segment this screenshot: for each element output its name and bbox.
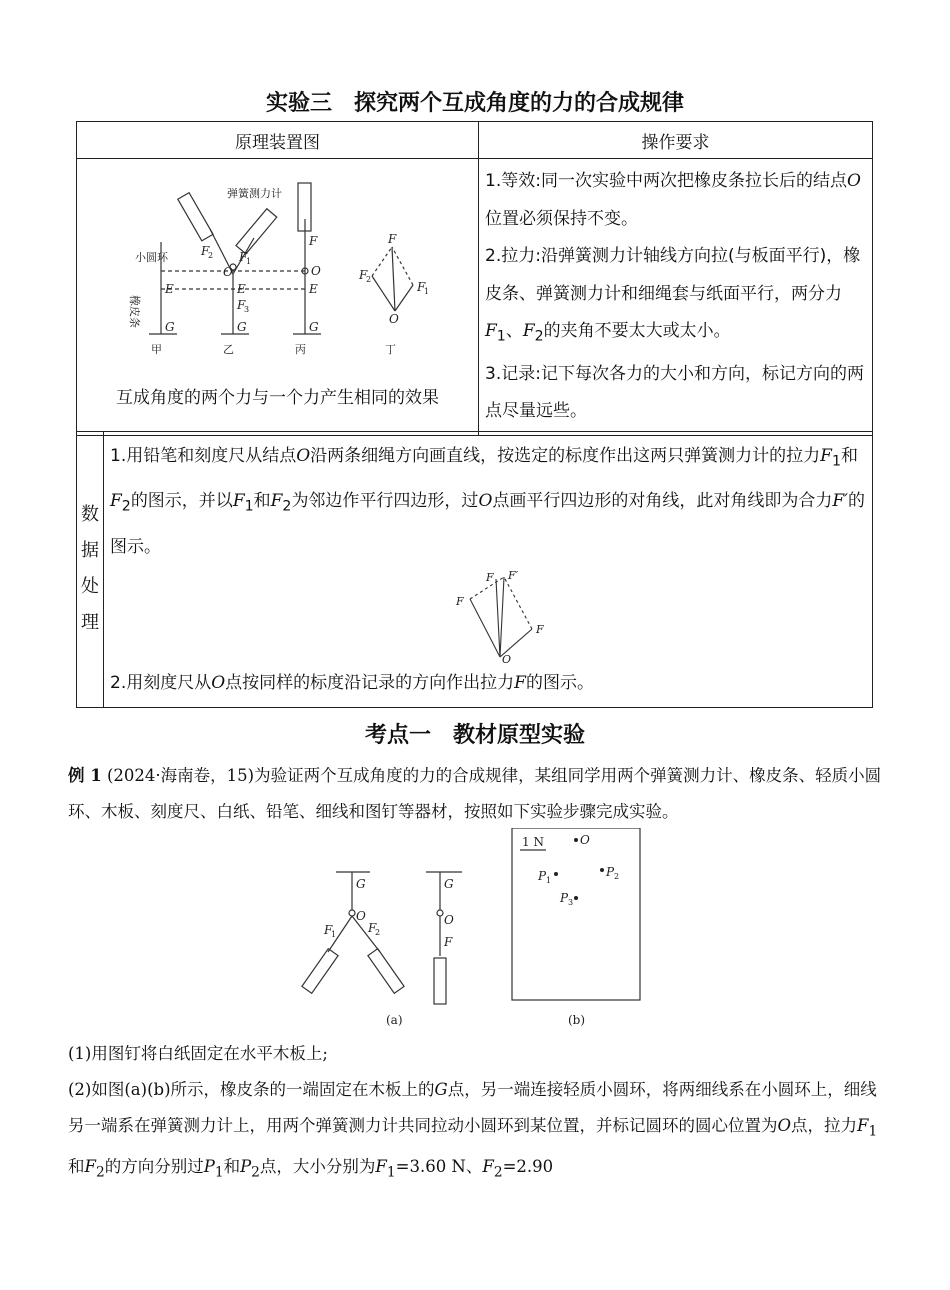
parallelogram-side-2 — [392, 247, 413, 285]
label-yi: 乙 — [223, 343, 234, 356]
sub-f1-yi: 1 — [246, 257, 252, 266]
label-e-bing: E — [309, 282, 318, 296]
fig-o-b: O — [580, 833, 590, 847]
parallelogram-side-1 — [372, 247, 392, 276]
apparatus-diagram — [77, 159, 477, 381]
sub-f2-ding: 2 — [366, 275, 372, 284]
fig-p2: P — [606, 865, 615, 879]
section-title: 考点一 教材原型实验 — [364, 723, 585, 748]
data-processing-cell — [104, 432, 873, 708]
step-2: (2)如图(a)(b)所示，橡皮条的一端固定在木板上的G点，另一端连接轻质小圆环，将两细线系在小圆环上，细线另一端系在弹簧测力计上，用两个弹簧测力计共同拉动小圆环到某位置，并标记圆环的圆心位置为O点，拉力$F_1$和$F_2$的方向分别过$P_1$和$P_2$点，大小分别为$F_1=3.60$ N、$F_2=2.90$ — [68, 1080, 878, 1181]
side-b — [504, 577, 532, 629]
label-bing: 丙 — [295, 343, 306, 356]
vector-f1 — [395, 285, 413, 311]
label-o-yi: O — [223, 265, 233, 279]
diagram-caption: 互成角度的两个力与一个力产生相同的效果 — [116, 388, 439, 408]
label-rubber: 橡皮条 — [128, 295, 141, 328]
fig-f-c: F — [444, 935, 453, 949]
label-f1-yi: F — [239, 250, 248, 264]
label-g-bing: G — [309, 320, 319, 334]
label-e-yi: E — [237, 282, 246, 296]
vector-f2 — [372, 276, 395, 311]
fig-b-label: (b) — [568, 1013, 586, 1027]
label-jia: 甲 — [151, 343, 162, 356]
example-source: (2024·海南卷，15) — [106, 766, 255, 785]
vec-fprime — [500, 577, 504, 657]
lbl-o: O — [502, 652, 512, 663]
lbl-fprime: F′ — [508, 568, 519, 582]
spring-scale-left — [178, 193, 213, 241]
scale-a-right — [368, 949, 404, 994]
lbl-f1: F — [536, 622, 544, 636]
fig-f1-sub: 1 — [331, 930, 337, 939]
fig-f1: F — [324, 923, 333, 937]
scale-c — [434, 958, 446, 1004]
spring-scale-right — [236, 209, 277, 254]
fig-scale-label: 1 N — [522, 835, 544, 849]
label-e-jia: E — [165, 282, 174, 296]
op-record: 3.记录:记下每次各力的大小和方向，标记方向的两点尽量远些。 — [485, 363, 864, 422]
data-step-2: 2.用刻度尺从O点按同样的标度沿记录的方向作出拉力F的图示。 — [110, 672, 594, 693]
op-pull: 2.拉力:沿弹簧测力计轴线方向拉(与板面平行)，橡皮条、弹簧测力计和细绳套与纸面平行，两分力$F_1$、$F_2$的夹角不要太大或太小。 — [485, 246, 861, 345]
op-equivalence: 1.等效:同一次实验中两次把橡皮条拉长后的结点O位置必须保持不变。 — [485, 171, 861, 229]
point-o — [574, 838, 578, 842]
fig-p3-sub: 3 — [568, 898, 574, 907]
fig-a-label: (a) — [386, 1013, 403, 1027]
col-header-operation: 操作要求 — [479, 122, 873, 159]
label-g-yi: G — [237, 320, 247, 334]
col-header-principle: 原理装置图 — [77, 122, 479, 159]
parallelogram-diagram — [440, 567, 580, 663]
label-f2-ding: F — [359, 268, 368, 282]
fig-p1: P — [538, 869, 547, 883]
vec-f — [496, 579, 500, 657]
lbl-f: F — [486, 570, 494, 584]
ring-c — [437, 910, 443, 916]
fig-p3: P — [560, 891, 569, 905]
example-paragraph — [68, 758, 888, 830]
fig-f2: F — [368, 921, 377, 935]
fig-p1-sub: 1 — [546, 876, 552, 885]
steps-paragraph — [68, 1036, 888, 1191]
data-processing-label: 数 据 处 理 — [77, 432, 104, 708]
label-o-ding: O — [389, 312, 399, 326]
page-title: 实验三 探究两个互成角度的力的合成规律 — [265, 91, 684, 116]
vec-f2 — [470, 599, 500, 657]
fig-p2-sub: 2 — [614, 872, 620, 881]
data-processing-table — [76, 431, 873, 708]
ring-a — [349, 910, 355, 916]
data-step-1: 1.用铅笔和刻度尺从结点O沿两条细绳方向画直线，按选定的标度作出这两只弹簧测力计的拉力$F_1$和$F_2$的图示，并以$F_1$和$F_2$为邻边作平行四边形，过O点画平行四边形的对角线，此对角线即为合力F′的图示。 — [110, 446, 866, 557]
label-f-ding: F — [388, 232, 397, 246]
experiment-figure — [300, 828, 645, 1033]
label-f1-ding: F — [417, 280, 426, 294]
label-g-jia: G — [165, 320, 175, 334]
fig-o-a: O — [356, 909, 366, 923]
label-f-bing: F — [309, 234, 318, 248]
fig-g-a: G — [356, 877, 366, 891]
point-p1 — [554, 872, 558, 876]
label-o-bing: O — [311, 264, 321, 278]
sub-f1-ding: 1 — [424, 287, 430, 296]
scale-a-left — [302, 949, 338, 994]
example-text: 为验证两个互成角度的力的合成规律，某组同学用两个弹簧测力计、橡皮条、轻质小圆环、木板、刻度尺、白纸、铅笔、细线和图钉等器材，按照如下实验步骤完成实验。 — [68, 766, 882, 821]
vector-f — [392, 247, 395, 311]
lbl-f2: F — [456, 594, 464, 608]
experiment-table — [76, 121, 873, 436]
point-p2 — [600, 868, 604, 872]
fig-f2-sub: 2 — [375, 928, 381, 937]
principle-cell — [77, 159, 479, 436]
label-ding: 丁 — [385, 343, 396, 356]
label-f2-yi: F — [201, 244, 210, 258]
sub-f3-yi: 3 — [244, 305, 250, 314]
sub-f2-yi: 2 — [208, 251, 214, 260]
fig-o-c: O — [444, 913, 454, 927]
fig-g-c: G — [444, 877, 454, 891]
paper-b — [512, 828, 640, 1000]
operation-cell — [479, 159, 873, 436]
example-label: 例 1 — [68, 766, 102, 785]
label-spring-scale: 弹簧测力计 — [227, 187, 282, 200]
label-ring: 小圆环 — [135, 251, 168, 264]
point-p3 — [574, 896, 578, 900]
step-1: (1)用图钉将白纸固定在水平木板上; — [68, 1044, 328, 1063]
label-f3-yi: F — [237, 298, 246, 312]
